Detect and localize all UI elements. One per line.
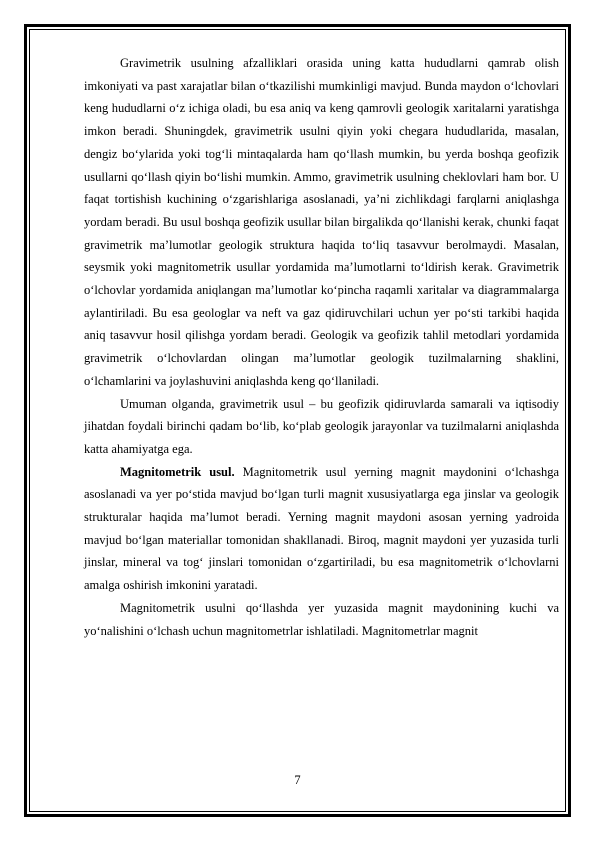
paragraph-lead: Magnitometrik usul. [120,464,235,479]
document-body [84,52,559,642]
paragraph-text: Gravimetrik usulning afzalliklari orasida uning katta hududlarni qamrab olish imkoniyati va past xarajatlar bilan o‘tkazilishi mumkinligi mavjud. Bunda maydon o‘lchovlari keng hududlarni o‘z ichiga oladi, bu esa aniq va keng qamrovli geologik xaritalarni yaratishga imkon beradi. Shuningdek, gravimetrik usulni qiyin yoki chegara hududlarida, masalan, dengiz bo‘ylarida yoki tog‘li mintaqalarda ham qo‘llash mumkin, bu yerda boshqa geofizik usullarni qo‘llash qiyin bo‘lishi mumkin. Ammo, gravimetrik usulning cheklovlari ham bor. U faqat tortishish kuchining o‘zgarishlariga asoslanadi, ya’ni zichlikdagi farqlarni aniqlashga yordam beradi. Bu usul boshqa geofizik usullar bilan birgalikda qo‘llanishi kerak, chunki faqat gravimetrik ma’lumotlar geologik struktura haqida to‘liq tasavvur berolmaydi. Masalan, seysmik yoki magnitometrik usullar yordamida ma’lumotlarni to‘ldirish kerak. Gravimetrik o‘lchovlar yordamida aniqlangan ma’lumotlar ko‘pincha raqamli xaritalar va diagrammalarga aylantiriladi. Bu esa geologlar va neft va gaz qidiruvchilari uchun yer po‘sti tarkibi haqida aniq tasavvur hosil qilishga yordam beradi. Geologik va geofizik tahlil metodlari yordamida gravimetrik o‘lchovlardan olingan ma’lumotlar geologik tuzilmalarning shaklini, o‘lchamlarini va joylashuvini aniqlashda keng qo‘llaniladi. [84,56,559,388]
paragraph-text: Magnitometrik usulni qo‘llashda yer yuzasida magnit maydonining kuchi va yo‘nalishini o‘lchash uchun magnitometrlar ishlatiladi. Magnitometrlar magnit [84,600,559,638]
paragraph-magnetometer-usage [84,597,559,642]
paragraph-gravimetric-advantages [84,52,559,393]
paragraph-text: Umuman olganda, gravimetrik usul – bu geofizik qidiruvlarda samarali va iqtisodiy jihatdan foydali birinchi qadam bo‘lib, ko‘plab geologik jarayonlar va tuzilmalarni aniqlashda katta ahamiyatga ega. [84,396,559,456]
paragraph-text: Magnitometrik usul yerning magnit maydonini o‘lchashga asoslanadi va yer po‘stida mavjud bo‘lgan turli magnit xususiyatlarga ega jinslar va geologik strukturalar haqida ma’lumot beradi. Yerning magnit maydoni asosan yerning yadroida mavjud bo‘lgan materiallar tomonidan shakllanadi. Biroq, magnit maydoni yer yuzasida turli jinslar, mineral va tog‘ jinslari tomonidan o‘zgartiriladi, bu esa magnitometrik o‘lchovlarni amalga oshirish imkonini yaratadi. [84,464,559,593]
paragraph-magnetometric-method [84,461,559,597]
page-number: 7 [294,773,301,787]
paragraph-gravimetric-summary [84,393,559,461]
